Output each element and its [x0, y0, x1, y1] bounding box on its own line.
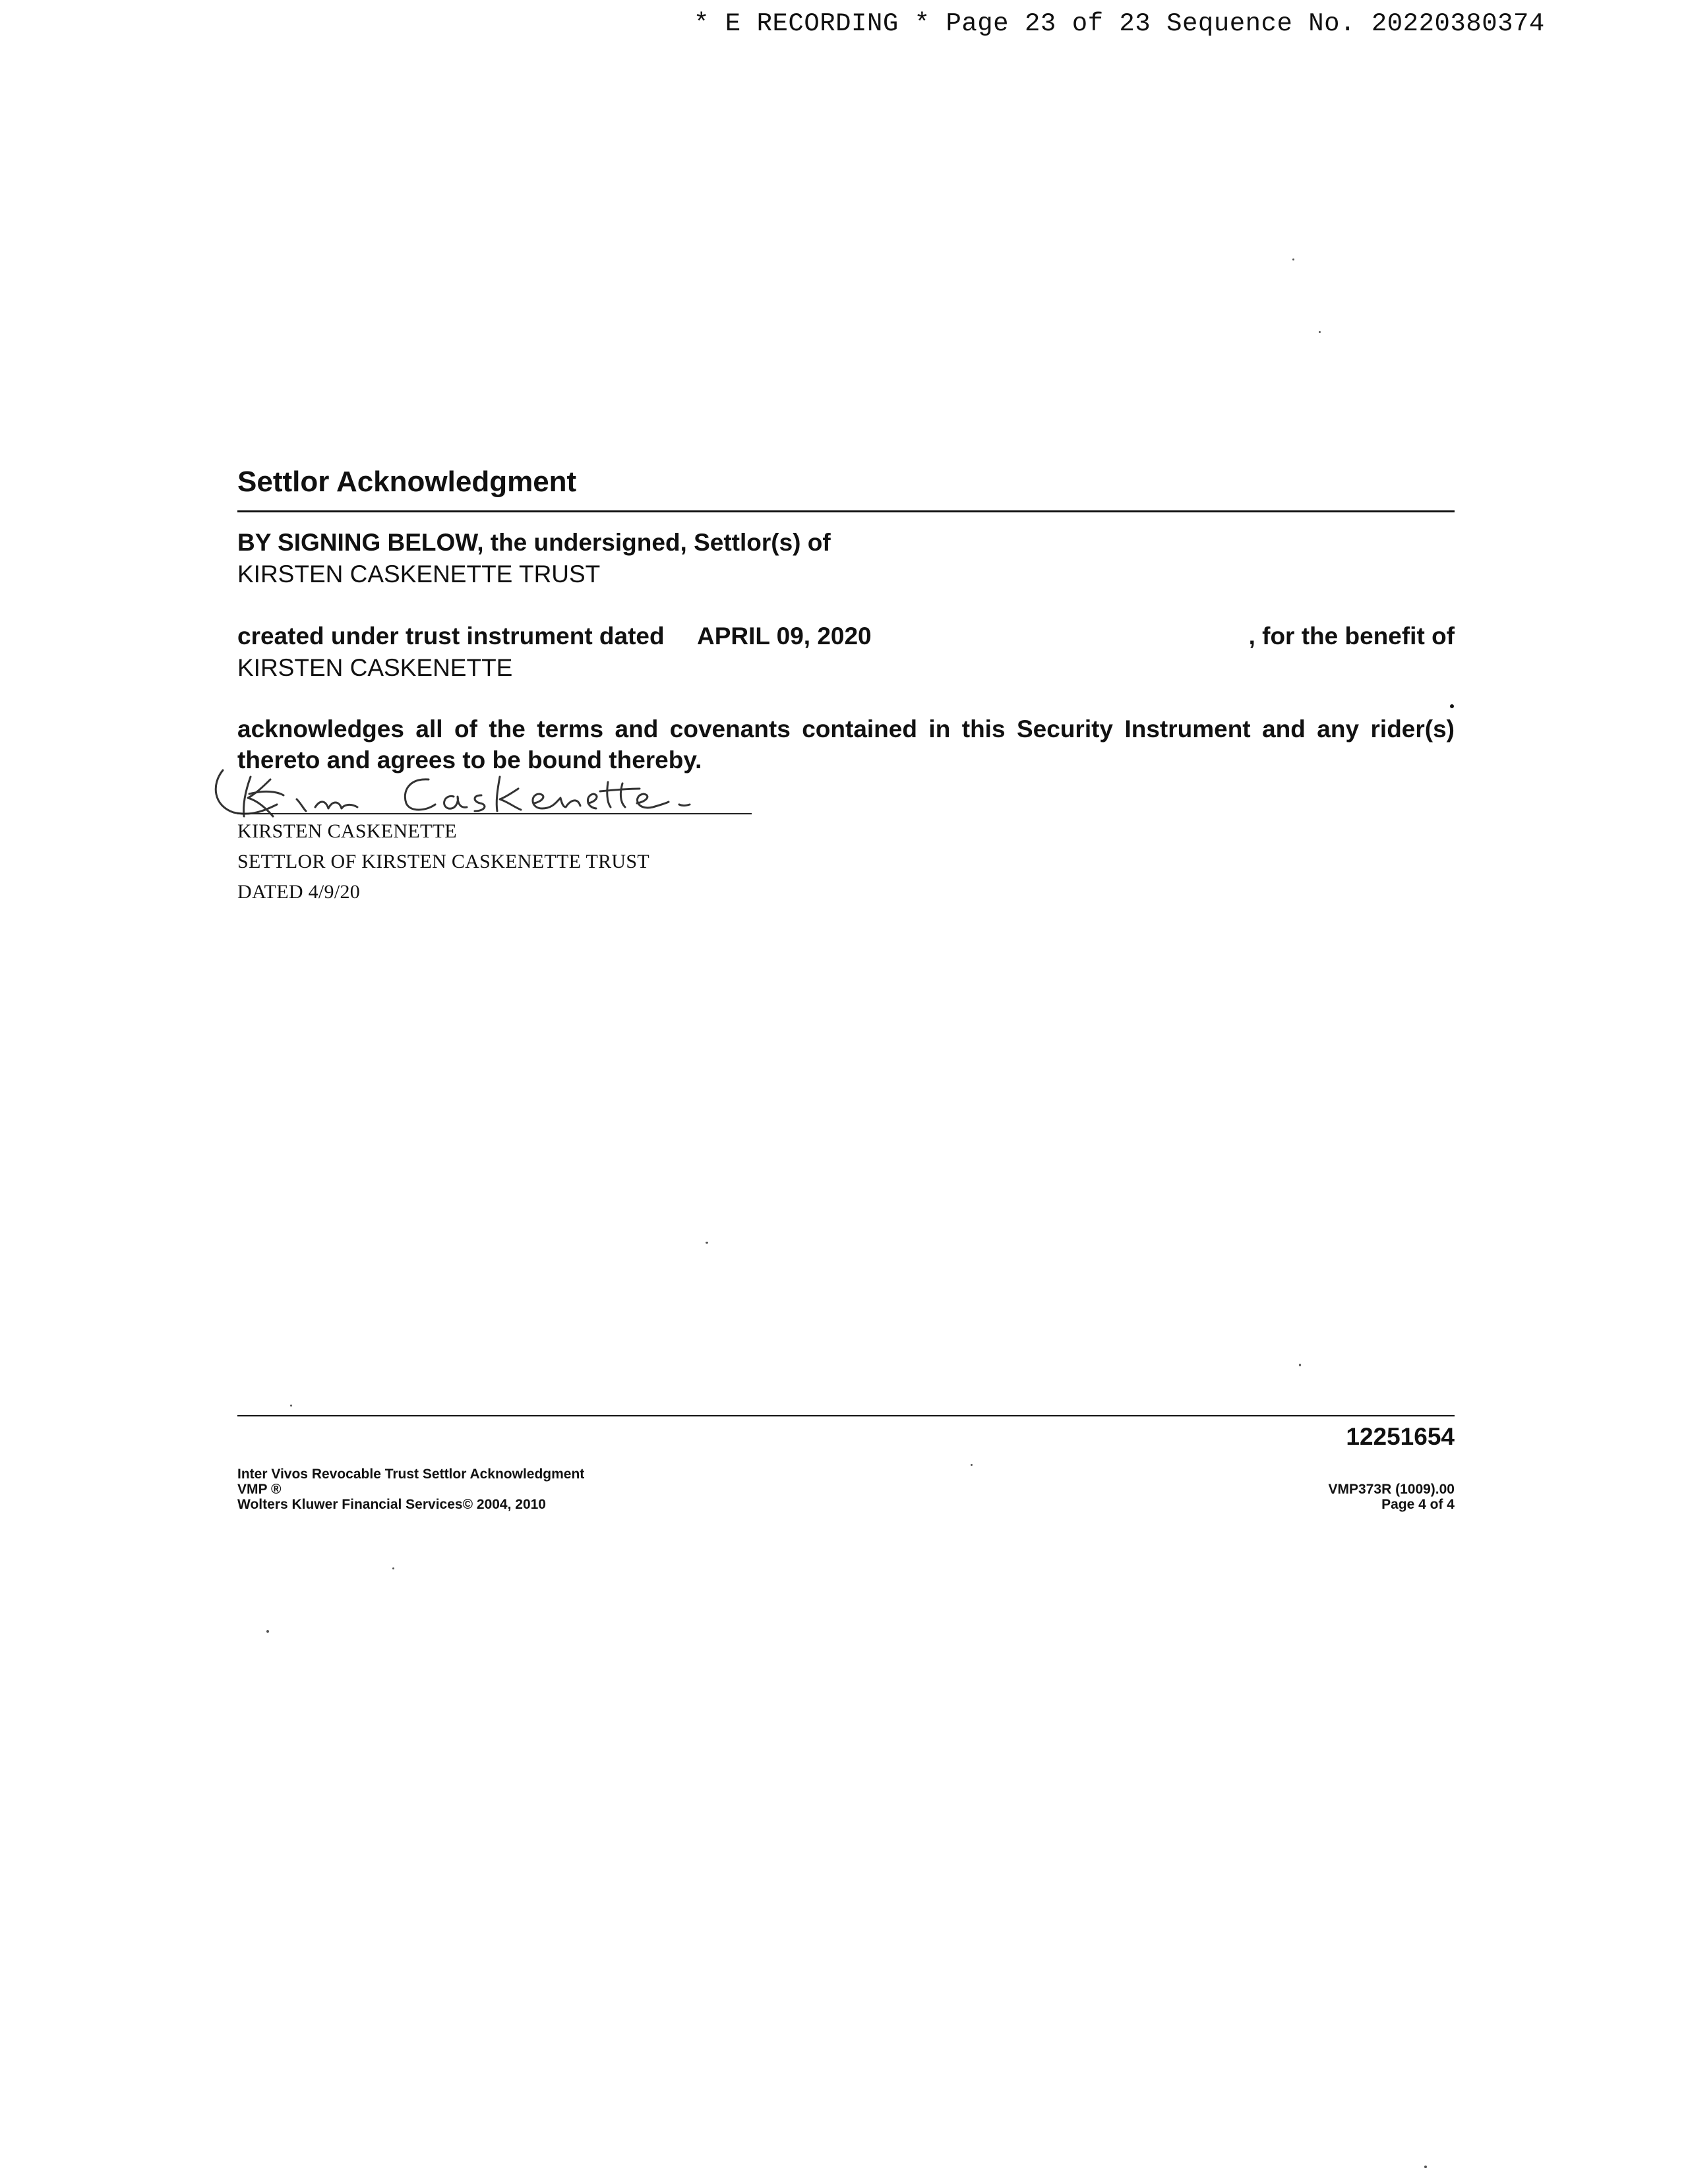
benefit-of-label: , for the benefit of: [1248, 622, 1455, 650]
speck: [706, 1242, 708, 1244]
signer-name: KIRSTEN CASKENETTE: [237, 820, 457, 842]
signer-capacity: SETTLOR OF KIRSTEN CASKENETTE TRUST: [237, 851, 649, 872]
settlor-intro-line: BY SIGNING BELOW, the undersigned, Settlor(s) of: [237, 529, 831, 556]
trust-instrument-label: created under trust instrument dated: [237, 622, 665, 650]
trust-instrument-date: APRIL 09, 2020: [697, 622, 872, 650]
trust-name: KIRSTEN CASKENETTE TRUST: [237, 561, 601, 588]
speck: [1299, 1364, 1301, 1366]
page-title: Settlor Acknowledgment: [237, 466, 577, 498]
speck: [1424, 2166, 1427, 2168]
speck: [1292, 258, 1294, 260]
form-title: Inter Vivos Revocable Trust Settlor Acknowledgment: [237, 1467, 585, 1482]
form-code: VMP373R (1009).00: [1328, 1482, 1455, 1497]
speck: [1319, 331, 1321, 333]
signature-line: [237, 813, 752, 814]
vmp-mark: VMP ®: [237, 1482, 282, 1497]
page-number: Page 4 of 4: [1381, 1497, 1455, 1512]
publisher-copyright: Wolters Kluwer Financial Services© 2004, 2010: [237, 1497, 546, 1512]
loan-number: 12251654: [1346, 1423, 1455, 1450]
speck: [290, 1405, 292, 1407]
footer-rule: [237, 1415, 1455, 1416]
speck: [971, 1464, 973, 1466]
speck: [1450, 704, 1454, 708]
signature-dated: DATED 4/9/20: [237, 881, 361, 903]
speck: [392, 1567, 394, 1569]
recording-header: * E RECORDING * Page 23 of 23 Sequence No. 20220380374: [694, 9, 1545, 38]
speck: [266, 1630, 269, 1633]
beneficiary-name: KIRSTEN CASKENETTE: [237, 654, 513, 681]
title-rule: [237, 510, 1455, 512]
acknowledgment-line-2: thereto and agrees to be bound thereby.: [237, 746, 702, 774]
acknowledgment-line-1: acknowledges all of the terms and covenants contained in this Security Instrument and any rider(s): [237, 715, 1455, 743]
handwritten-signature: [204, 765, 785, 824]
